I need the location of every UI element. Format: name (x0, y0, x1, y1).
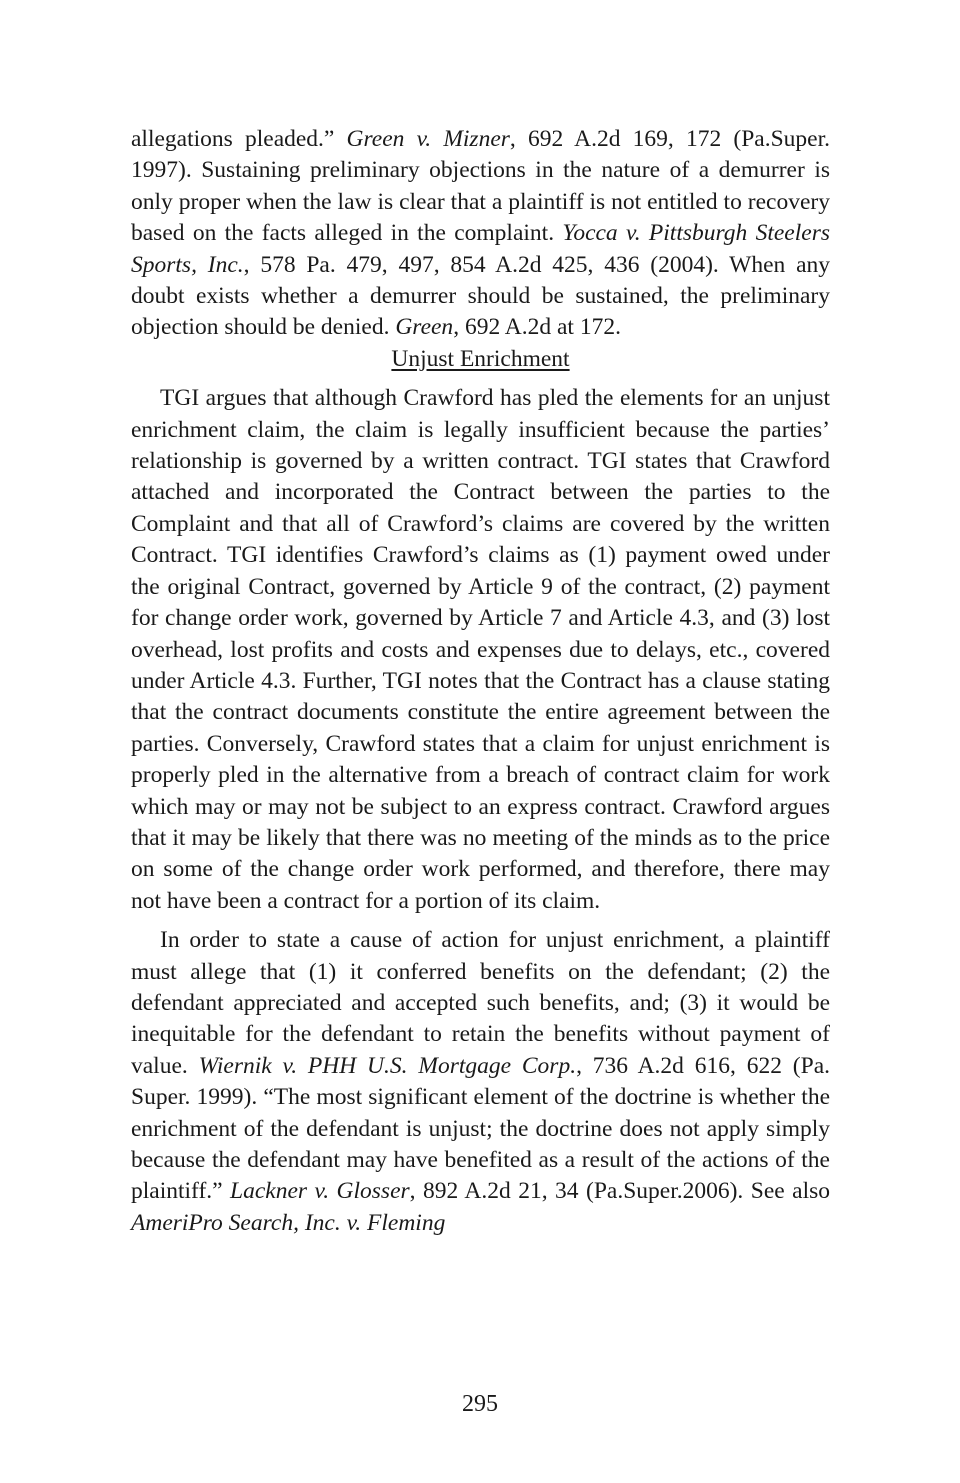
case-citation: Wiernik v. PHH U.S. Mortgage Corp. (198, 1052, 577, 1079)
paragraph-unjust-enrichment-elements: In order to state a cause of action for unjust enrichment, a plaintiff must allege that (1) it conferred benefits on the defendant; (2) the defendant appreciated and accepted such benefits, and; (3) it would be inequitable for the defendant to retain the benefits without payment of value. Wiernik v. PHH U.S. Mortgage Corp., 736 A.2d 616, 622 (Pa. Super. 1999). “The most significant element of the doctrine is whether the enrichment of the defendant is unjust; the doctrine does not apply simply because the defendant may have benefited as a result of the actions of the plaintiff.” Lackner v. Glosser, 892 A.2d 21, 34 (Pa.Super.2006). See also AmeriPro Search, Inc. v. Fleming (131, 927, 831, 1236)
paragraph-demurrer-standard: allegations pleaded.” Green v. Mizner, 692 A.2d 169, 172 (Pa.Super. 1997). Sustaining preliminary objections in the nature of a demurrer is only proper when the law is clear that a plaintiff is not entitled to recovery based on the facts alleged in the complaint. Yocca v. Pittsburgh Steelers Sports, Inc., 578 Pa. 479, 497, 854 A.2d 425, 436 (2004). When any doubt exists whether a demurrer should be sustained, the preliminary objection should be denied. Green, 692 A.2d at 172. (131, 126, 831, 341)
case-citation: Yocca v. Pittsburgh Steelers Sports, Inc. (131, 220, 830, 278)
case-citation: Lackner v. Glosser (230, 1178, 410, 1205)
page-number: 295 (462, 1391, 498, 1417)
case-citation: Green (395, 314, 454, 341)
section-heading: Unjust Enrichment (391, 345, 570, 372)
page-body (131, 124, 830, 1239)
paragraph-tgi-argument: TGI argues that although Crawford has pled the elements for an unjust enrichment claim, the claim is legally insufficient because the parties’ relationship is governed by a written contract. TGI states that Crawford attached and incorporated the Contract between the parties to the Complaint and that all of Crawford’s claims are covered by the written Contract. TGI identifies Crawford’s claims as (1) payment owed under the original Contract, governed by Article 9 of the contract, (2) payment for change order work, governed by Article 7 and Article 4.3, and (3) lost overhead, lost profits and costs and expenses due to delays, etc., covered under Article 4.3. Further, TGI notes that the Contract has a clause stating that the contract documents constitute the entire agreement between the parties. Conversely, Crawford states that a claim for unjust enrichment is properly pled in the alternative from a breach of contract claim for work which may or may not be subject to an express contract. Crawford argues that it may be likely that there was no meeting of the minds as to the price on some of the change order work performed, and therefore, there may not have been a contract for a portion of its claim. (131, 385, 830, 914)
case-citation: Green v. Mizner (346, 126, 510, 152)
case-citation: AmeriPro Search, Inc. v. Fleming (131, 1209, 446, 1236)
